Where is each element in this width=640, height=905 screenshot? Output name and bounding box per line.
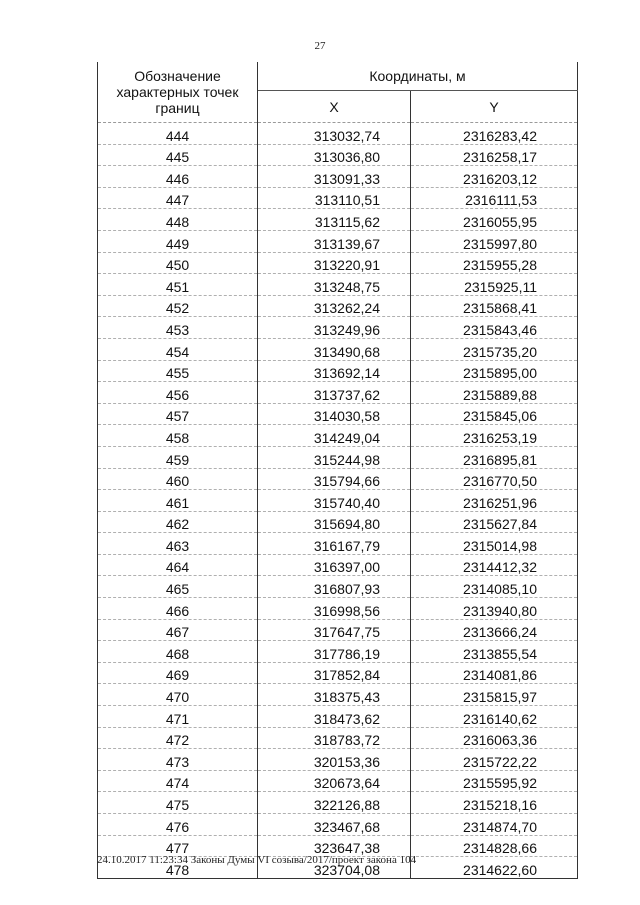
x-coordinate-cell: 313091,33 [258,166,411,188]
y-coordinate-cell: 2313855,54 [411,641,578,663]
table-row [98,446,578,468]
y-coordinate-cell: 2314622,60 [411,857,578,879]
table-row [98,814,578,836]
x-coordinate-cell: 313248,75 [258,274,411,296]
table-row [98,641,578,663]
y-coordinate-cell: 2316055,95 [411,209,578,231]
x-coordinate-cell: 313490,68 [258,338,411,360]
point-id-cell: 466 [98,598,258,620]
point-id-cell: 448 [98,209,258,231]
x-coordinate-cell: 313110,51 [258,187,411,209]
point-id-cell: 460 [98,468,258,490]
point-id-cell: 463 [98,533,258,555]
table-row [98,576,578,598]
point-id-cell: 453 [98,317,258,339]
table-row [98,166,578,188]
table-row [98,770,578,792]
point-id-cell: 451 [98,274,258,296]
point-id-cell: 450 [98,252,258,274]
y-coordinate-cell: 2314828,66 [411,835,578,857]
y-coordinate-cell: 2315218,16 [411,792,578,814]
y-coordinate-cell: 2315014,98 [411,533,578,555]
point-id-cell: 462 [98,511,258,533]
x-coordinate-cell: 317786,19 [258,641,411,663]
x-coordinate-cell: 317647,75 [258,619,411,641]
x-coordinate-cell: 313737,62 [258,382,411,404]
table-row [98,662,578,684]
table-row [98,792,578,814]
y-coordinate-cell: 2316063,36 [411,727,578,749]
y-coordinate-cell: 2313940,80 [411,598,578,620]
y-coordinate-cell: 2316770,50 [411,468,578,490]
header-y: Y [411,91,578,123]
table-row [98,252,578,274]
point-id-cell: 457 [98,403,258,425]
y-coordinate-cell: 2315735,20 [411,338,578,360]
table-row [98,338,578,360]
y-coordinate-cell: 2315627,84 [411,511,578,533]
point-id-cell: 472 [98,727,258,749]
point-id-cell: 464 [98,554,258,576]
y-coordinate-cell: 2315845,06 [411,403,578,425]
x-coordinate-cell: 320673,64 [258,770,411,792]
x-coordinate-cell: 322126,88 [258,792,411,814]
table-row [98,554,578,576]
y-coordinate-cell: 2316140,62 [411,706,578,728]
y-coordinate-cell: 2314412,32 [411,554,578,576]
point-id-cell: 474 [98,770,258,792]
y-coordinate-cell: 2316251,96 [411,490,578,512]
x-coordinate-cell: 316397,00 [258,554,411,576]
point-id-cell: 447 [98,187,258,209]
coordinates-table [97,62,578,879]
table-row [98,317,578,339]
y-coordinate-cell: 2315815,97 [411,684,578,706]
x-coordinate-cell: 313692,14 [258,360,411,382]
x-coordinate-cell: 315244,98 [258,446,411,468]
x-coordinate-cell: 313220,91 [258,252,411,274]
y-coordinate-cell: 2315889,88 [411,382,578,404]
y-coordinate-cell: 2315868,41 [411,295,578,317]
x-coordinate-cell: 315794,66 [258,468,411,490]
y-coordinate-cell: 2315843,46 [411,317,578,339]
table-row [98,123,578,145]
x-coordinate-cell: 318783,72 [258,727,411,749]
table-row [98,619,578,641]
point-id-cell: 461 [98,490,258,512]
table-row [98,511,578,533]
y-coordinate-cell: 2316895,81 [411,446,578,468]
table-row [98,209,578,231]
point-id-cell: 444 [98,123,258,145]
point-id-cell: 449 [98,230,258,252]
point-id-cell: 458 [98,425,258,447]
table-row [98,382,578,404]
y-coordinate-cell: 2315997,80 [411,230,578,252]
y-coordinate-cell: 2316111,53 [411,187,578,209]
y-coordinate-cell: 2316203,12 [411,166,578,188]
x-coordinate-cell: 318375,43 [258,684,411,706]
table-row [98,490,578,512]
table-row [98,598,578,620]
header-point-designation: Обозначение характерных точек границ [98,62,258,123]
table-row [98,533,578,555]
y-coordinate-cell: 2316258,17 [411,144,578,166]
point-id-cell: 454 [98,338,258,360]
point-id-cell: 459 [98,446,258,468]
x-coordinate-cell: 313036,80 [258,144,411,166]
point-id-cell: 476 [98,814,258,836]
point-id-cell: 473 [98,749,258,771]
header-x: X [258,91,411,123]
x-coordinate-cell: 314030,58 [258,403,411,425]
point-id-cell: 465 [98,576,258,598]
y-coordinate-cell: 2315925,11 [411,274,578,296]
point-id-cell: 452 [98,295,258,317]
point-id-cell: 455 [98,360,258,382]
point-id-cell: 446 [98,166,258,188]
footer-note: 24.10.2017 11:23:34 Законы Думы VI созыва/2017/проект закона 104 [97,854,417,866]
x-coordinate-cell: 320153,36 [258,749,411,771]
point-id-cell: 467 [98,619,258,641]
x-coordinate-cell: 316807,93 [258,576,411,598]
y-coordinate-cell: 2316253,19 [411,425,578,447]
x-coordinate-cell: 313115,62 [258,209,411,231]
point-id-cell: 469 [98,662,258,684]
table-row [98,468,578,490]
table-row [98,727,578,749]
x-coordinate-cell: 313262,24 [258,295,411,317]
point-id-cell: 470 [98,684,258,706]
y-coordinate-cell: 2316283,42 [411,123,578,145]
y-coordinate-cell: 2314085,10 [411,576,578,598]
point-id-cell: 471 [98,706,258,728]
y-coordinate-cell: 2315722,22 [411,749,578,771]
x-coordinate-cell: 323467,68 [258,814,411,836]
table-row [98,144,578,166]
point-id-cell: 445 [98,144,258,166]
x-coordinate-cell: 323647,38 [258,835,411,857]
table-row [98,403,578,425]
x-coordinate-cell: 315694,80 [258,511,411,533]
x-coordinate-cell: 313249,96 [258,317,411,339]
x-coordinate-cell: 316167,79 [258,533,411,555]
table-row [98,706,578,728]
table-row [98,360,578,382]
point-id-cell: 477 [98,835,258,857]
page-number: 27 [314,40,326,52]
point-id-cell: 478 [98,857,258,879]
table-row [98,187,578,209]
y-coordinate-cell: 2315955,28 [411,252,578,274]
y-coordinate-cell: 2315895,00 [411,360,578,382]
x-coordinate-cell: 318473,62 [258,706,411,728]
x-coordinate-cell: 313032,74 [258,123,411,145]
y-coordinate-cell: 2314081,86 [411,662,578,684]
table-row [98,274,578,296]
x-coordinate-cell: 314249,04 [258,425,411,447]
point-id-cell: 475 [98,792,258,814]
table-body [98,123,578,879]
table-row [98,295,578,317]
y-coordinate-cell: 2313666,24 [411,619,578,641]
x-coordinate-cell: 313139,67 [258,230,411,252]
header-coordinates: Координаты, м [258,62,578,91]
y-coordinate-cell: 2315595,92 [411,770,578,792]
x-coordinate-cell: 323704,08 [258,857,411,879]
table-row [98,230,578,252]
x-coordinate-cell: 317852,84 [258,662,411,684]
table-row [98,749,578,771]
x-coordinate-cell: 315740,40 [258,490,411,512]
point-id-cell: 456 [98,382,258,404]
table-row [98,684,578,706]
table-row [98,425,578,447]
x-coordinate-cell: 316998,56 [258,598,411,620]
table-header [98,62,578,123]
y-coordinate-cell: 2314874,70 [411,814,578,836]
point-id-cell: 468 [98,641,258,663]
